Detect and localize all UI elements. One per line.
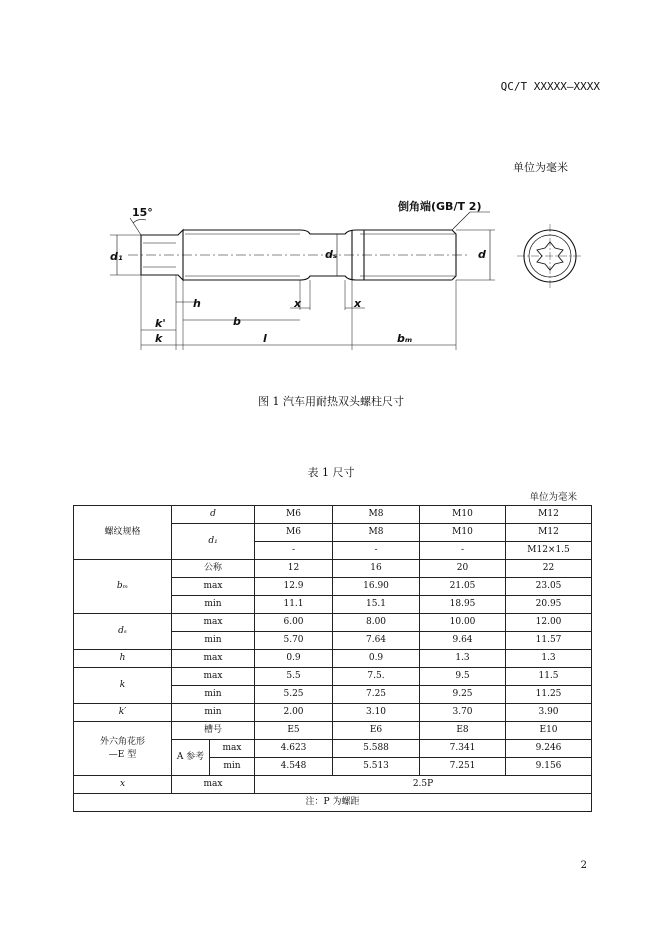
table-cell: M10 bbox=[420, 524, 506, 542]
tol-cell: max bbox=[172, 614, 255, 632]
h-header: h bbox=[74, 650, 172, 668]
table-cell: 8.00 bbox=[333, 614, 420, 632]
ds-label: dₛ bbox=[325, 248, 338, 261]
table-cell: 22 bbox=[506, 560, 592, 578]
table-cell: 9.156 bbox=[506, 758, 592, 776]
table-cell: 16.90 bbox=[333, 578, 420, 596]
table-cell: 23.05 bbox=[506, 578, 592, 596]
table-cell: - bbox=[420, 542, 506, 560]
table-cell: M8 bbox=[333, 524, 420, 542]
table-cell: 9.25 bbox=[420, 686, 506, 704]
table-row bbox=[74, 560, 592, 578]
table-cell: 12 bbox=[255, 560, 333, 578]
bm-label: bₘ bbox=[397, 332, 413, 345]
table-cell: 5.588 bbox=[333, 740, 420, 758]
table-cell: 9.5 bbox=[420, 668, 506, 686]
d1-label: d₁ bbox=[110, 250, 123, 263]
table-row bbox=[74, 506, 592, 524]
tol-cell: max bbox=[172, 668, 255, 686]
table-cell: 4.548 bbox=[255, 758, 333, 776]
hex-socket-label-line2: —E 型 bbox=[108, 749, 137, 760]
table-cell: 21.05 bbox=[420, 578, 506, 596]
table-cell: 20.95 bbox=[506, 596, 592, 614]
table-row bbox=[74, 794, 592, 812]
table-cell: M10 bbox=[420, 506, 506, 524]
x-left-label: x bbox=[294, 297, 302, 310]
a-ref-header: A 参考 bbox=[172, 740, 210, 776]
unit-note-top: 单位为毫米 bbox=[513, 161, 568, 174]
table-cell: 7.5. bbox=[333, 668, 420, 686]
table-cell: 4.623 bbox=[255, 740, 333, 758]
table-cell: 16 bbox=[333, 560, 420, 578]
table-cell: M8 bbox=[333, 506, 420, 524]
table-cell: - bbox=[255, 542, 333, 560]
table-cell: 11.25 bbox=[506, 686, 592, 704]
k-label: k bbox=[155, 332, 163, 345]
standard-code: QC/T XXXXX—XXXX bbox=[500, 80, 600, 93]
table-cell: 0.9 bbox=[255, 650, 333, 668]
table-cell: E10 bbox=[506, 722, 592, 740]
h-label: h bbox=[193, 297, 201, 310]
table-cell: 12.9 bbox=[255, 578, 333, 596]
table-cell: 20 bbox=[420, 560, 506, 578]
k-header: k bbox=[74, 668, 172, 704]
table-cell: 2.00 bbox=[255, 704, 333, 722]
table-cell: E6 bbox=[333, 722, 420, 740]
tol-cell: max bbox=[172, 776, 255, 794]
table-row bbox=[74, 722, 592, 740]
table-cell: 5.25 bbox=[255, 686, 333, 704]
tol-cell: min bbox=[172, 686, 255, 704]
x-header: x bbox=[74, 776, 172, 794]
table-row bbox=[74, 614, 592, 632]
table-cell: 15.1 bbox=[333, 596, 420, 614]
table-cell: 1.3 bbox=[506, 650, 592, 668]
table-row bbox=[74, 704, 592, 722]
stud-drawing bbox=[0, 190, 662, 360]
hex-socket-label-line1: 外六角花形 bbox=[99, 736, 145, 747]
table-cell: M6 bbox=[255, 524, 333, 542]
slot-header: 槽号 bbox=[172, 722, 255, 740]
d-label: d bbox=[478, 248, 486, 261]
tol-cell: max bbox=[210, 740, 255, 758]
tol-cell: min bbox=[172, 596, 255, 614]
table-cell: 11.57 bbox=[506, 632, 592, 650]
table-cell: 9.64 bbox=[420, 632, 506, 650]
table-cell: E5 bbox=[255, 722, 333, 740]
page-number: 2 bbox=[580, 860, 587, 871]
table-cell: 7.64 bbox=[333, 632, 420, 650]
bm-header: bₘ bbox=[74, 560, 172, 614]
tol-cell: min bbox=[172, 632, 255, 650]
table-cell: 3.90 bbox=[506, 704, 592, 722]
table-cell: 18.95 bbox=[420, 596, 506, 614]
tol-cell: max bbox=[172, 650, 255, 668]
table-note: 注：P 为螺距 bbox=[74, 794, 592, 812]
table-caption: 表 1 尺寸 bbox=[307, 466, 355, 479]
table-cell: 5.70 bbox=[255, 632, 333, 650]
table-cell: 5.5 bbox=[255, 668, 333, 686]
b-label: b bbox=[233, 315, 241, 328]
x-right-label: x bbox=[354, 297, 362, 310]
thread-spec-header: 螺纹规格 bbox=[74, 506, 172, 560]
dimensions-table bbox=[73, 505, 592, 812]
table-row bbox=[74, 650, 592, 668]
d-header: d bbox=[172, 506, 255, 524]
table-cell: 6.00 bbox=[255, 614, 333, 632]
ds-header: dₛ bbox=[74, 614, 172, 650]
table-cell: 5.513 bbox=[333, 758, 420, 776]
tol-cell: max bbox=[172, 578, 255, 596]
angle-label: 15° bbox=[132, 206, 153, 219]
table-cell: 9.246 bbox=[506, 740, 592, 758]
table-cell: 11.1 bbox=[255, 596, 333, 614]
table-cell: E8 bbox=[420, 722, 506, 740]
table-unit-note: 单位为毫米 bbox=[529, 492, 577, 503]
table-cell: - bbox=[333, 542, 420, 560]
table-cell: 3.10 bbox=[333, 704, 420, 722]
chamfer-label: 倒角端(GB/T 2) bbox=[398, 200, 482, 213]
table-cell: 3.70 bbox=[420, 704, 506, 722]
l-label: l bbox=[263, 332, 267, 345]
table-cell: 0.9 bbox=[333, 650, 420, 668]
k-prime-label: k' bbox=[155, 317, 166, 330]
table-cell: 1.3 bbox=[420, 650, 506, 668]
k-prime-header: k′ bbox=[74, 704, 172, 722]
figure-caption: 图 1 汽车用耐热双头螺柱尺寸 bbox=[258, 395, 404, 408]
table-cell: M6 bbox=[255, 506, 333, 524]
table-cell: 10.00 bbox=[420, 614, 506, 632]
table-row bbox=[74, 776, 592, 794]
hex-socket-header bbox=[74, 722, 172, 776]
tol-cell: min bbox=[172, 704, 255, 722]
table-cell: 7.251 bbox=[420, 758, 506, 776]
table-cell: M12 bbox=[506, 506, 592, 524]
table-cell: 7.341 bbox=[420, 740, 506, 758]
table-row bbox=[74, 668, 592, 686]
table-cell: 12.00 bbox=[506, 614, 592, 632]
x-value-cell: 2.5P bbox=[255, 776, 592, 794]
tol-cell: min bbox=[210, 758, 255, 776]
table-cell: 11.5 bbox=[506, 668, 592, 686]
table-cell: 7.25 bbox=[333, 686, 420, 704]
table-cell: M12×1.5 bbox=[506, 542, 592, 560]
tol-cell: 公称 bbox=[172, 560, 255, 578]
d1-header: d₁ bbox=[172, 524, 255, 560]
table-cell: M12 bbox=[506, 524, 592, 542]
